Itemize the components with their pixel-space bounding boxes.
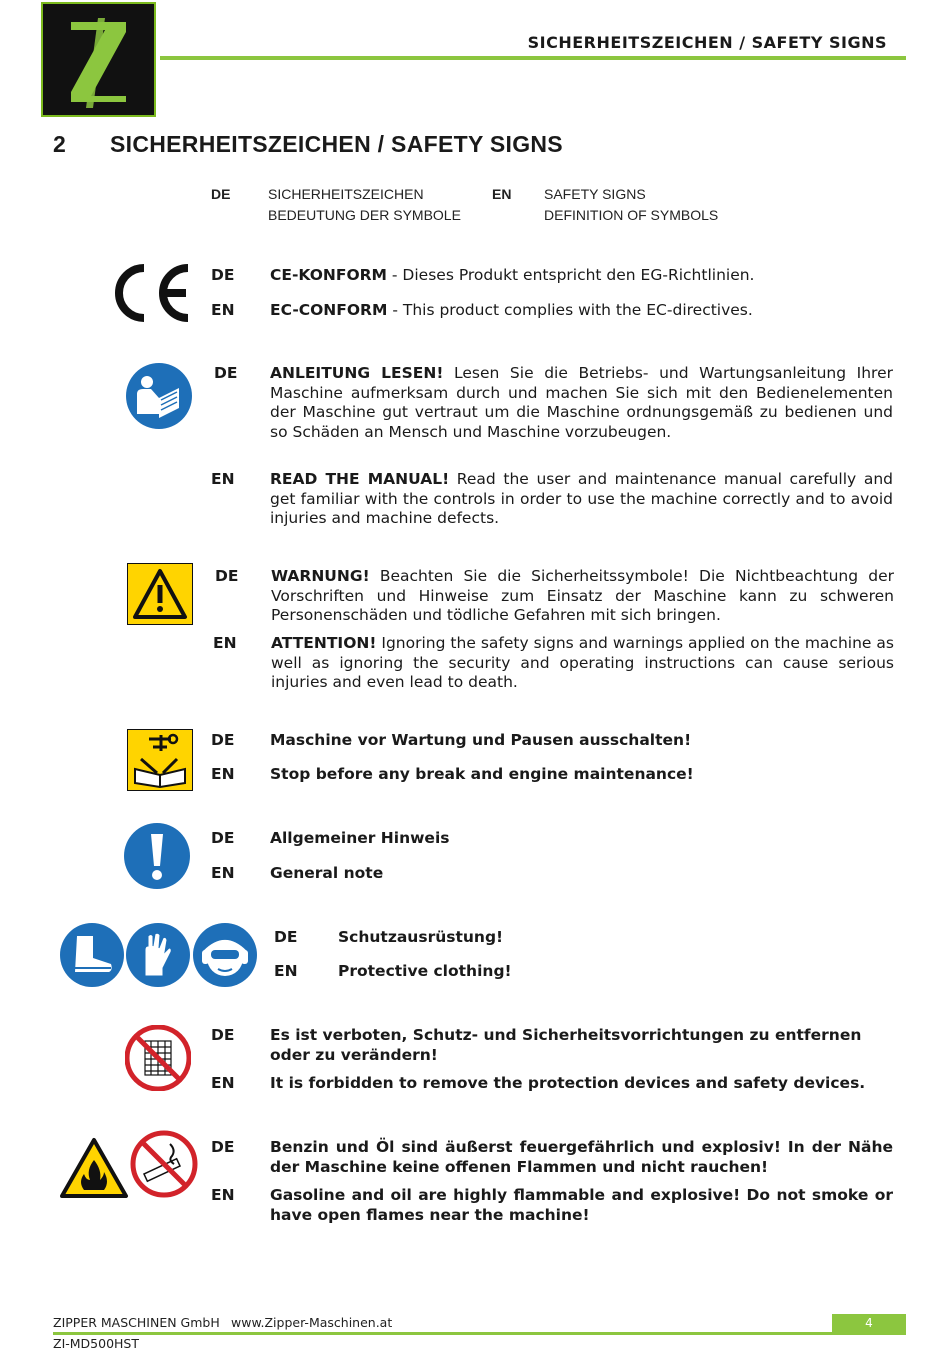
protective-clothing-icons	[59, 922, 259, 988]
sign3-en-code: EN	[213, 634, 237, 652]
sign8-en-text: Gasoline and oil are highly flammable and explosive! Do not smoke or have open flames near the machine!	[270, 1186, 893, 1224]
legend-en-line1: SAFETY SIGNS	[544, 186, 646, 202]
footer-divider	[53, 1332, 906, 1335]
footer-company: ZIPPER MASCHINEN GmbH	[53, 1315, 220, 1330]
flammable-warning-icon	[62, 1140, 126, 1196]
sign8-de-text: Benzin und Öl sind äußerst feuergefährlich und explosiv! In der Nähe der Maschine keine offenen Flammen und nicht rauchen!	[270, 1138, 893, 1176]
safety-gloves-icon	[126, 923, 190, 987]
sign3-de-code: DE	[215, 567, 239, 585]
sign6-de-text: Schutzausrüstung!	[338, 928, 504, 946]
footer-website: www.Zipper-Maschinen.at	[231, 1315, 393, 1330]
flammable-no-smoking-icons	[60, 1130, 198, 1200]
sign1-de-text: CE-KONFORM - Dieses Produkt entspricht den EG-Richtlinien.	[270, 266, 755, 284]
sign2-de-text: ANLEITUNG LESEN! Lesen Sie die Betriebs- und Wartungsanleitung Ihrer Maschine aufmerksam durch und machen Sie sich mit den Bedienelementen der Maschine gut vertraut um die Maschine ordnungsgemäß zu bedienen und so Schäden an Mensch und Maschine vorzubeugen.	[270, 364, 893, 441]
sign3-de-text: WARNUNG! Beachten Sie die Sicherheitssymbole! Die Nichtbeachtung der Vorschriften und Hinweise zum Einsatz der Maschine kann zu schweren Personenschäden und tödliche Gefahren mit sich bringen.	[271, 567, 894, 624]
legend-de-code: DE	[211, 186, 231, 202]
section-number: 2	[53, 131, 66, 157]
page-number: 4	[832, 1314, 906, 1332]
sign2-en-code: EN	[211, 470, 235, 488]
sign4-en-code: EN	[211, 765, 235, 783]
warning-triangle-icon	[127, 563, 193, 625]
sign7-de-code: DE	[211, 1026, 235, 1044]
sign8-en-code: EN	[211, 1186, 235, 1204]
sign7-en-code: EN	[211, 1074, 235, 1092]
sign2-de-code: DE	[214, 364, 238, 382]
header-divider	[160, 56, 906, 60]
sign3-en-text: ATTENTION! Ignoring the safety signs and warnings applied on the machine as well as ignoring the security and operating instructions can cause serious injuries and even lead to death.	[271, 634, 894, 691]
safety-boot-icon	[60, 923, 124, 987]
sign1-en-text: EC-CONFORM - This product complies with the EC-directives.	[270, 301, 753, 319]
sign5-en-code: EN	[211, 864, 235, 882]
sign2-en-text: READ THE MANUAL! Read the user and maintenance manual carefully and get familiar with the controls in order to use the machine correctly and to avoid injuries and machine defects.	[270, 470, 893, 527]
sign7-de-text: Es ist verboten, Schutz- und Sicherheitsvorrichtungen zu entfernen oder zu verändern!	[270, 1026, 862, 1064]
sign7-en-text: It is forbidden to remove the protection devices and safety devices.	[270, 1074, 866, 1092]
read-manual-icon	[125, 362, 193, 430]
legend-de-line2: BEDEUTUNG DER SYMBOLE	[268, 207, 461, 223]
general-note-icon	[123, 822, 191, 890]
legend-en-code: EN	[492, 186, 512, 202]
company-logo	[41, 2, 156, 117]
sign1-en-code: EN	[211, 301, 235, 319]
sign5-de-text: Allgemeiner Hinweis	[270, 829, 450, 847]
sign5-de-code: DE	[211, 829, 235, 847]
header-title: SICHERHEITSZEICHEN / SAFETY SIGNS	[527, 33, 887, 52]
sign1-de-code: DE	[211, 266, 235, 284]
no-removal-icon	[125, 1025, 191, 1091]
section-title: SICHERHEITSZEICHEN / SAFETY SIGNS	[110, 131, 563, 157]
sign6-en-text: Protective clothing!	[338, 962, 512, 980]
sign5-en-text: General note	[270, 864, 384, 882]
footer-model: ZI-MD500HST	[53, 1336, 139, 1351]
legend-de-line1: SICHERHEITSZEICHEN	[268, 186, 424, 202]
maintenance-icon	[127, 729, 193, 791]
sign4-de-code: DE	[211, 731, 235, 749]
goggles-ear-protection-icon	[193, 923, 257, 987]
sign4-de-text: Maschine vor Wartung und Pausen ausschalten!	[270, 731, 692, 749]
no-smoking-icon	[133, 1133, 195, 1195]
legend-en-line2: DEFINITION OF SYMBOLS	[544, 207, 719, 223]
ce-mark-icon	[108, 264, 192, 322]
sign4-en-text: Stop before any break and engine maintenance!	[270, 765, 694, 783]
sign6-en-code: EN	[274, 962, 298, 980]
sign8-de-code: DE	[211, 1138, 235, 1156]
sign6-de-code: DE	[274, 928, 298, 946]
